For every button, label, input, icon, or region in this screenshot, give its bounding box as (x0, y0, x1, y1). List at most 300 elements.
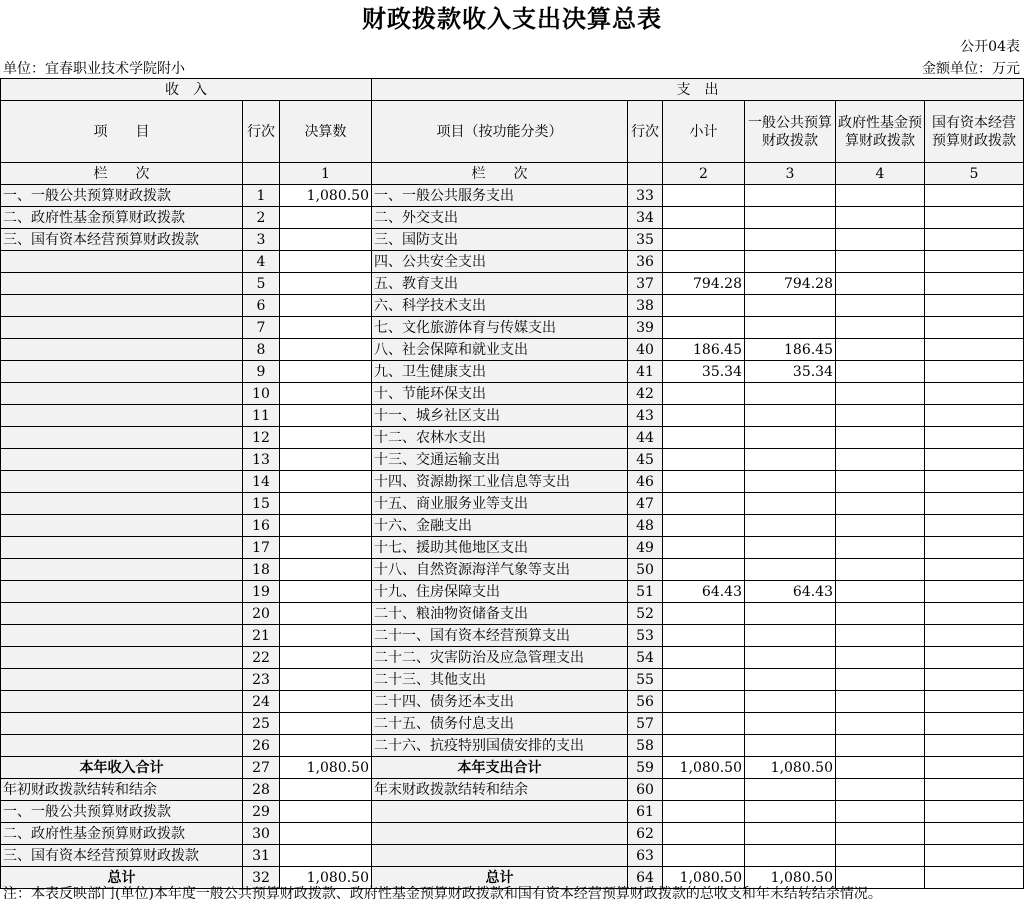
col-num-3: 3 (745, 163, 836, 185)
subtotal-amount (663, 823, 745, 845)
income-line-no: 14 (243, 471, 280, 493)
expenditure-item: 九、卫生健康支出 (372, 361, 628, 383)
subtotal-amount: 186.45 (663, 339, 745, 361)
general-budget-amount: 64.43 (745, 581, 836, 603)
income-amount (280, 449, 372, 471)
expenditure-line-no: 37 (628, 273, 663, 295)
gov-fund-amount (836, 427, 925, 449)
income-line-no: 7 (243, 317, 280, 339)
subtotal-amount (663, 493, 745, 515)
col-num-5: 5 (925, 163, 1024, 185)
expenditure-item: 二十、粮油物资储备支出 (372, 603, 628, 625)
table-row (1, 251, 1024, 273)
gov-fund-amount (836, 493, 925, 515)
subtotal-amount (663, 779, 745, 801)
income-amount (280, 581, 372, 603)
income-item (1, 317, 243, 339)
expenditure-line-no: 58 (628, 735, 663, 757)
income-item (1, 339, 243, 361)
general-budget-amount (745, 691, 836, 713)
general-budget-amount: 1,080.50 (745, 867, 836, 889)
income-amount (280, 669, 372, 691)
general-budget-amount (745, 493, 836, 515)
income-amount (280, 361, 372, 383)
income-line-no: 15 (243, 493, 280, 515)
state-capital-amount (925, 537, 1024, 559)
income-item: 二、政府性基金预算财政拨款 (1, 823, 243, 845)
expenditure-item: 二十四、债务还本支出 (372, 691, 628, 713)
subtotal-amount (663, 625, 745, 647)
income-line-no: 17 (243, 537, 280, 559)
income-line-no: 22 (243, 647, 280, 669)
income-line-no: 20 (243, 603, 280, 625)
state-capital-amount (925, 185, 1024, 207)
income-amount: 1,080.50 (280, 867, 372, 889)
state-capital-amount (925, 427, 1024, 449)
expenditure-item: 十九、住房保障支出 (372, 581, 628, 603)
func-item-header: 项目（按功能分类） (372, 101, 628, 163)
income-item (1, 537, 243, 559)
expenditure-line-no: 64 (628, 867, 663, 889)
gov-fund-amount (836, 207, 925, 229)
state-capital-amount (925, 229, 1024, 251)
col-num-4: 4 (836, 163, 925, 185)
general-budget-amount: 35.34 (745, 361, 836, 383)
table-row (1, 581, 1024, 603)
expenditure-line-no: 63 (628, 845, 663, 867)
expenditure-item: 五、教育支出 (372, 273, 628, 295)
subtotal-amount (663, 317, 745, 339)
general-budget-amount (745, 405, 836, 427)
expenditure-item: 年末财政拨款结转和结余 (372, 779, 628, 801)
state-capital-amount (925, 295, 1024, 317)
income-line-no: 25 (243, 713, 280, 735)
state-capital-amount (925, 647, 1024, 669)
expenditure-item: 二十三、其他支出 (372, 669, 628, 691)
general-budget-amount (745, 801, 836, 823)
income-line-no: 16 (243, 515, 280, 537)
general-budget-amount (745, 559, 836, 581)
table-row (1, 273, 1024, 295)
table-row (1, 405, 1024, 427)
income-item (1, 383, 243, 405)
table-row (1, 603, 1024, 625)
state-capital-amount (925, 625, 1024, 647)
expenditure-line-no: 54 (628, 647, 663, 669)
expenditure-line-no: 61 (628, 801, 663, 823)
income-amount (280, 537, 372, 559)
income-item (1, 361, 243, 383)
subtotal-header: 小计 (663, 101, 745, 163)
expenditure-item (372, 845, 628, 867)
general-budget-amount (745, 735, 836, 757)
general-budget-amount (745, 317, 836, 339)
general-budget-amount (745, 207, 836, 229)
income-item (1, 295, 243, 317)
income-line-no: 9 (243, 361, 280, 383)
income-item (1, 691, 243, 713)
expenditure-item: 一、一般公共服务支出 (372, 185, 628, 207)
general-budget-amount (745, 603, 836, 625)
general-budget-amount (745, 625, 836, 647)
state-capital-amount (925, 779, 1024, 801)
expenditure-item: 总计 (372, 867, 628, 889)
expenditure-item: 十、节能环保支出 (372, 383, 628, 405)
income-amount (280, 845, 372, 867)
gov-fund-amount (836, 801, 925, 823)
income-item (1, 493, 243, 515)
state-capital-amount (925, 449, 1024, 471)
subtotal-amount (663, 449, 745, 471)
gov-fund-amount (836, 713, 925, 735)
subtotal-amount: 1,080.50 (663, 757, 745, 779)
income-line-no: 27 (243, 757, 280, 779)
expenditure-item: 十五、商业服务业等支出 (372, 493, 628, 515)
income-amount (280, 735, 372, 757)
gov-fund-header: 政府性基金预算财政拨款 (836, 101, 925, 163)
subtotal-amount: 1,080.50 (663, 867, 745, 889)
expenditure-line-no: 56 (628, 691, 663, 713)
income-line-no: 1 (243, 185, 280, 207)
income-item (1, 251, 243, 273)
expenditure-line-no: 48 (628, 515, 663, 537)
expenditure-section-header: 支 出 (372, 79, 1024, 101)
income-line-no: 28 (243, 779, 280, 801)
subtotal-amount (663, 603, 745, 625)
income-amount (280, 625, 372, 647)
income-line-no: 19 (243, 581, 280, 603)
expenditure-line-no: 50 (628, 559, 663, 581)
state-capital-amount (925, 669, 1024, 691)
table-row (1, 537, 1024, 559)
state-capital-amount (925, 867, 1024, 889)
gov-fund-amount (836, 559, 925, 581)
gov-fund-amount (836, 317, 925, 339)
general-budget-amount (745, 779, 836, 801)
income-amount (280, 559, 372, 581)
subtotal-amount (663, 427, 745, 449)
state-capital-amount (925, 801, 1024, 823)
income-item: 一、一般公共预算财政拨款 (1, 801, 243, 823)
general-budget-amount (745, 823, 836, 845)
subtotal-amount (663, 669, 745, 691)
expenditure-item: 十一、城乡社区支出 (372, 405, 628, 427)
income-line-no: 24 (243, 691, 280, 713)
income-amount (280, 207, 372, 229)
gov-fund-amount (836, 691, 925, 713)
subtotal-amount (663, 251, 745, 273)
table-row (1, 449, 1024, 471)
expenditure-line-no: 45 (628, 449, 663, 471)
income-item-header: 项 目 (1, 101, 243, 163)
income-item: 一、一般公共预算财政拨款 (1, 185, 243, 207)
income-line-no-header: 行次 (243, 101, 280, 163)
expenditure-item: 十七、援助其他地区支出 (372, 537, 628, 559)
subtotal-amount (663, 537, 745, 559)
gov-fund-amount (836, 603, 925, 625)
table-row (1, 493, 1024, 515)
gov-fund-amount (836, 647, 925, 669)
income-amount: 1,080.50 (280, 757, 372, 779)
subtotal-amount: 35.34 (663, 361, 745, 383)
expenditure-line-no: 35 (628, 229, 663, 251)
table-body (1, 185, 1024, 889)
gov-fund-amount (836, 405, 925, 427)
general-budget-amount (745, 229, 836, 251)
table-row (1, 229, 1024, 251)
state-capital-amount (925, 757, 1024, 779)
income-line-no: 3 (243, 229, 280, 251)
expenditure-item: 十四、资源勘探工业信息等支出 (372, 471, 628, 493)
general-budget-amount (745, 647, 836, 669)
state-capital-amount (925, 405, 1024, 427)
gov-fund-amount (836, 185, 925, 207)
income-item (1, 647, 243, 669)
general-budget-amount (745, 449, 836, 471)
general-budget-amount (745, 185, 836, 207)
income-amount (280, 471, 372, 493)
state-capital-amount (925, 361, 1024, 383)
expenditure-item: 七、文化旅游体育与传媒支出 (372, 317, 628, 339)
general-budget-amount (745, 537, 836, 559)
general-budget-header: 一般公共预算财政拨款 (745, 101, 836, 163)
unit-label: 单位：宜春职业技术学院附小 (3, 61, 185, 77)
subtotal-amount (663, 691, 745, 713)
income-item (1, 603, 243, 625)
general-budget-amount: 1,080.50 (745, 757, 836, 779)
income-item (1, 273, 243, 295)
expenditure-item (372, 801, 628, 823)
income-amount (280, 251, 372, 273)
expenditure-item: 二十二、灾害防治及应急管理支出 (372, 647, 628, 669)
expenditure-item: 二十五、债务付息支出 (372, 713, 628, 735)
income-line-no: 6 (243, 295, 280, 317)
subtotal-amount (663, 295, 745, 317)
general-budget-amount (745, 669, 836, 691)
income-item: 三、国有资本经营预算财政拨款 (1, 845, 243, 867)
income-item (1, 471, 243, 493)
general-budget-amount (745, 471, 836, 493)
income-amount (280, 229, 372, 251)
expenditure-item: 四、公共安全支出 (372, 251, 628, 273)
expenditure-line-no: 62 (628, 823, 663, 845)
table-row (1, 823, 1024, 845)
gov-fund-amount (836, 273, 925, 295)
expenditure-line-no: 41 (628, 361, 663, 383)
income-amount (280, 493, 372, 515)
col-row-label-left: 栏 次 (1, 163, 243, 185)
state-capital-amount (925, 383, 1024, 405)
expenditure-line-no: 33 (628, 185, 663, 207)
subtotal-amount (663, 735, 745, 757)
table-row (1, 735, 1024, 757)
income-amount (280, 317, 372, 339)
gov-fund-amount (836, 361, 925, 383)
subtotal-amount (663, 207, 745, 229)
gov-fund-amount (836, 669, 925, 691)
expenditure-line-no: 43 (628, 405, 663, 427)
income-line-no: 26 (243, 735, 280, 757)
table-row (1, 185, 1024, 207)
general-budget-amount (745, 383, 836, 405)
subtotal-amount (663, 185, 745, 207)
table-row (1, 691, 1024, 713)
income-line-no: 30 (243, 823, 280, 845)
subtotal-amount (663, 647, 745, 669)
table-row (1, 361, 1024, 383)
income-line-no: 23 (243, 669, 280, 691)
subtotal-amount (663, 845, 745, 867)
subtotal-amount (663, 713, 745, 735)
expenditure-item: 三、国防支出 (372, 229, 628, 251)
gov-fund-amount (836, 823, 925, 845)
income-item (1, 405, 243, 427)
income-item: 三、国有资本经营预算财政拨款 (1, 229, 243, 251)
table-row (1, 845, 1024, 867)
gov-fund-amount (836, 735, 925, 757)
expenditure-item: 八、社会保障和就业支出 (372, 339, 628, 361)
gov-fund-amount (836, 845, 925, 867)
expenditure-line-no: 53 (628, 625, 663, 647)
income-amount (280, 295, 372, 317)
income-amount: 1,080.50 (280, 185, 372, 207)
state-capital-amount (925, 207, 1024, 229)
gov-fund-amount (836, 537, 925, 559)
expenditure-line-no: 44 (628, 427, 663, 449)
gov-fund-amount (836, 229, 925, 251)
income-section-header: 收 入 (1, 79, 372, 101)
expenditure-line-no: 39 (628, 317, 663, 339)
gov-fund-amount (836, 295, 925, 317)
income-line-no: 2 (243, 207, 280, 229)
general-budget-amount (745, 295, 836, 317)
income-line-no: 31 (243, 845, 280, 867)
income-line-no: 13 (243, 449, 280, 471)
income-amount (280, 427, 372, 449)
income-amount (280, 383, 372, 405)
general-budget-amount (745, 713, 836, 735)
state-capital-amount (925, 823, 1024, 845)
income-amount (280, 647, 372, 669)
table-row (1, 515, 1024, 537)
table-row (1, 471, 1024, 493)
table-row (1, 559, 1024, 581)
income-item: 年初财政拨款结转和结余 (1, 779, 243, 801)
expenditure-line-no: 60 (628, 779, 663, 801)
amount-unit-label: 金额单位：万元 (922, 61, 1020, 77)
income-amount (280, 603, 372, 625)
income-amount (280, 713, 372, 735)
expenditure-line-no: 36 (628, 251, 663, 273)
col-row-spacer (243, 163, 280, 185)
income-amount (280, 339, 372, 361)
income-line-no: 32 (243, 867, 280, 889)
report-title: 财政拨款收入支出决算总表 (362, 4, 662, 33)
state-capital-amount (925, 713, 1024, 735)
col-num-1: 1 (280, 163, 372, 185)
income-item: 本年收入合计 (1, 757, 243, 779)
expenditure-line-no: 34 (628, 207, 663, 229)
expenditure-line-no: 46 (628, 471, 663, 493)
col-num-2: 2 (663, 163, 745, 185)
state-capital-amount (925, 317, 1024, 339)
general-budget-amount: 186.45 (745, 339, 836, 361)
gov-fund-amount (836, 779, 925, 801)
income-item (1, 581, 243, 603)
table-note: 注：本表反映部门(单位)本年度一般公共预算财政拨款、政府性基金预算财政拨款和国有资本经营预算财政拨款的总收支和年末结转结余情况。 (3, 886, 882, 902)
subtotal-amount (663, 229, 745, 251)
gov-fund-amount (836, 471, 925, 493)
income-item (1, 669, 243, 691)
expenditure-item: 二十一、国有资本经营预算支出 (372, 625, 628, 647)
income-amount (280, 405, 372, 427)
general-budget-amount (745, 427, 836, 449)
income-amount (280, 515, 372, 537)
state-capital-amount (925, 339, 1024, 361)
table-row (1, 339, 1024, 361)
income-amount (280, 691, 372, 713)
expenditure-item: 十三、交通运输支出 (372, 449, 628, 471)
table-row (1, 647, 1024, 669)
expenditure-item: 十八、自然资源海洋气象等支出 (372, 559, 628, 581)
expenditure-line-no: 40 (628, 339, 663, 361)
general-budget-amount: 794.28 (745, 273, 836, 295)
expenditure-item: 十六、金融支出 (372, 515, 628, 537)
table-row (1, 383, 1024, 405)
table-row (1, 427, 1024, 449)
table-row (1, 757, 1024, 779)
income-line-no: 21 (243, 625, 280, 647)
income-line-no: 5 (243, 273, 280, 295)
state-capital-amount (925, 515, 1024, 537)
expenditure-item: 十二、农林水支出 (372, 427, 628, 449)
gov-fund-amount (836, 339, 925, 361)
subtotal-amount (663, 559, 745, 581)
subtotal-amount: 64.43 (663, 581, 745, 603)
subtotal-amount (663, 383, 745, 405)
gov-fund-amount (836, 757, 925, 779)
income-item (1, 713, 243, 735)
general-budget-amount (745, 845, 836, 867)
gov-fund-amount (836, 581, 925, 603)
income-amount (280, 823, 372, 845)
final-amount-header: 决算数 (280, 101, 372, 163)
subtotal-amount: 794.28 (663, 273, 745, 295)
state-capital-amount (925, 581, 1024, 603)
state-capital-amount (925, 559, 1024, 581)
income-line-no: 11 (243, 405, 280, 427)
income-item (1, 515, 243, 537)
expenditure-item: 六、科学技术支出 (372, 295, 628, 317)
income-amount (280, 779, 372, 801)
income-line-no: 4 (243, 251, 280, 273)
expenditure-item: 二十六、抗疫特别国债安排的支出 (372, 735, 628, 757)
gov-fund-amount (836, 383, 925, 405)
state-capital-amount (925, 603, 1024, 625)
income-line-no: 10 (243, 383, 280, 405)
income-line-no: 8 (243, 339, 280, 361)
table-row (1, 779, 1024, 801)
table-row (1, 207, 1024, 229)
gov-fund-amount (836, 449, 925, 471)
expenditure-line-no: 38 (628, 295, 663, 317)
state-capital-amount (925, 251, 1024, 273)
expenditure-line-no: 49 (628, 537, 663, 559)
expenditure-line-no: 51 (628, 581, 663, 603)
income-line-no: 29 (243, 801, 280, 823)
col-row-label-right: 栏 次 (372, 163, 628, 185)
expenditure-line-no: 47 (628, 493, 663, 515)
